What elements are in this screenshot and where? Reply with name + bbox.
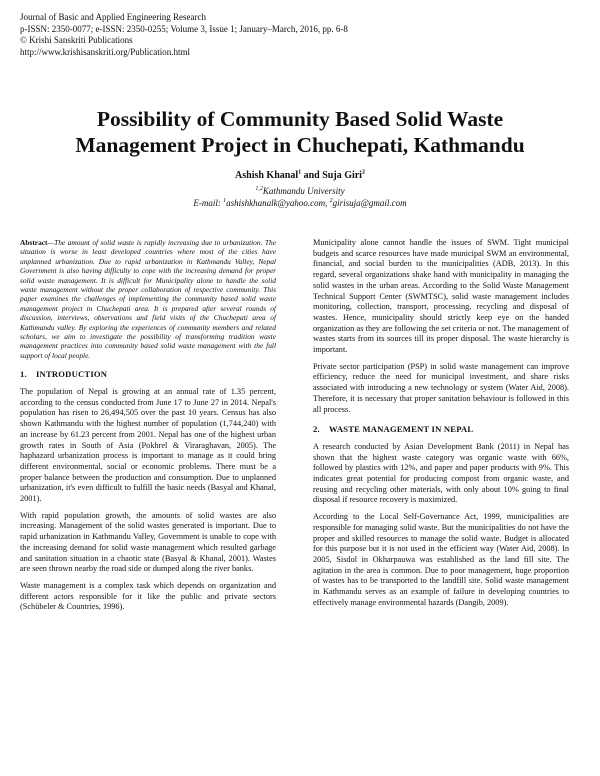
journal-url[interactable]: http://www.krishisanskriti.org/Publication.html	[20, 46, 190, 57]
paragraph: With rapid population growth, the amounts of solid wastes are also increasing. Management of the solid wastes generated is important. Due to rapid urbanization in Kathmandu Valley, Government is unable to cope with the increasing demand for solid waste management which resulted garbage and sanitation situation in a chaotic state (Basyal & Khanal, 2001). Wastes are seen thrown nearby the road side or dumped along the river banks.	[20, 510, 276, 574]
journal-name: Journal of Basic and Applied Engineering Research	[20, 12, 206, 22]
email-mark: 1	[223, 198, 227, 204]
affiliation	[0, 186, 600, 197]
paper-title-line-2: Management Project in Chuchepati, Kathmandu	[75, 133, 525, 157]
paragraph: Private sector participation (PSP) in solid waste management can improve efficiency, reduce the need for municipal investment, and share risks associated with introducing a new technology or system (Water Aid, 2008). Therefore, it is necessary that proper sanitation behaviour is followed in this all process.	[313, 361, 569, 414]
left-column	[20, 238, 276, 619]
paper-title-line-1: Possibility of Community Based Solid Waste	[96, 107, 504, 131]
author-emails	[0, 198, 600, 209]
section-number: 2.	[313, 424, 320, 435]
paragraph: Waste management is a complex task which depends on organization and different actors responsible for it like the public and private sectors (Schübeler & Countries, 1996).	[20, 580, 276, 612]
email-mark: 2	[329, 198, 333, 204]
section-heading-introduction	[20, 369, 276, 380]
email-link[interactable]: girisuja@gmail.com	[332, 198, 407, 208]
abstract-text: —The amount of solid waste is rapidly increasing due to urbanization. The situation is worse in least developed countries where most of the cities have unplanned urbanization. Due to rapid urbanization in Kathmandu Valley, Nepal Government is also having difficulty to cope with the increasing demand for proper solid waste management. It is difficult for Municipality alone to handle the solid waste management without the proper collaboration of respective community. This paper examines the challenges of implementing the community based solid waste management project in Chuchepati area. It is prepared after several rounds of discussion, interviews, observations and field visits of the Chuchepati area of Kathmandu valley. By exploring the experiences of community members and related scholars, we aim to investigate the possibility of transforming tradition waste management practices into community based solid waste management with the full support of local people.	[20, 238, 276, 360]
section-title: INTRODUCTION	[36, 369, 108, 380]
paper-title	[0, 106, 600, 158]
email-link[interactable]: ashishkhanalk@yahoo.com,	[226, 198, 330, 208]
author-conjunction: and	[301, 170, 323, 181]
author-affil-mark: 1	[298, 169, 302, 176]
affiliation-name: Kathmandu University	[262, 186, 345, 196]
abstract-label: Abstract	[20, 238, 48, 247]
journal-publisher: © Krishi Sanskriti Publications	[20, 35, 133, 45]
journal-issn: p-ISSN: 2350-0077; e-ISSN: 2350-0255; Volume 3, Issue 1; January–March, 2016, pp. 6-8	[20, 23, 348, 34]
paragraph: According to the Local Self-Governance Act, 1999, municipalities are responsible for managing solid waste. But the municipalities do not have the proper and skilled resources to manage the solid waste. Budget is allocated for this purpose but it is not used in the efficient way (Water Aid, 2008). In 2005, Sisdol in Okharpauwa was established as the land fill site. The agitation in the area is common. Due to poor management, huge proportion of wastes has to be transported to the landfill site. Solid waste management in Kathmandu serves as an example of failure in developing countries to effectively manage environmental hazards (Dangib, 2009).	[313, 512, 569, 607]
author-affil-mark: 2	[361, 169, 365, 176]
journal-header	[20, 12, 348, 58]
author-name: Ashish Khanal	[235, 170, 299, 181]
section-title: WASTE MANAGEMENT IN NEPAL	[329, 424, 474, 435]
paragraph: Municipality alone cannot handle the issues of SWM. Tight municipal budgets and scarce resources have made municipal SWM an environmental, financial, and social burden to the municipalities (ADB, 2013). In this regard, several organizations shake hand with municipality in managing the solid wastes in the urban areas. According to the Solid Waste Management Technical Support Center (SWMTSC), solid waste management includes monitoring, collection, transport, processing, recycling and disposal of wastes. Hence, municipality should strictly keep eye on the handed organization as they are following the set criteria or not. The management of wastes starts from its sources till its proper disposal. The waste hierarchy is important.	[313, 238, 569, 355]
author-name: Suja Giri	[322, 170, 362, 181]
author-list	[0, 170, 600, 182]
email-label: E-mail:	[193, 198, 224, 208]
section-number: 1.	[20, 369, 27, 380]
paragraph: The population of Nepal is growing at an annual rate of 1.35 percent, according to the census conducted from June 17 to June 27 in 2014. Nepal's population has risen to 26,494,505 over the past 10 years. Census has also shown Kathmandu with the highest number of population (1,744,240) with an increase by 61.23 percent from 2001. Nepal has one of the highest urban growth rates in South of Asia (Pokhrel & Viraraghavan, 2005). The haphazard urbanization process is important to manage as it could bring different environmental, social or economic problems. There must be a proper balance between the production and consumption. Due to unplanned urbanization, it's even difficult to fulfill the basic needs (Basyal and Khanal, 2001).	[20, 386, 276, 504]
paragraph: A research conducted by Asian Development Bank (2011) in Nepal has shown that the highest waste category was organic waste with 66%, followed by plastics with 12%, and paper and paper products with 9%. This indicates great potential for producing compost from organic waste, and reusing and recycling other materials, with only about 10% going to final disposal if resource recovery is maximized.	[313, 441, 569, 505]
right-column	[313, 238, 569, 615]
affil-mark: 1,2	[255, 186, 263, 192]
section-heading-waste-management	[313, 424, 569, 435]
abstract	[20, 238, 276, 360]
